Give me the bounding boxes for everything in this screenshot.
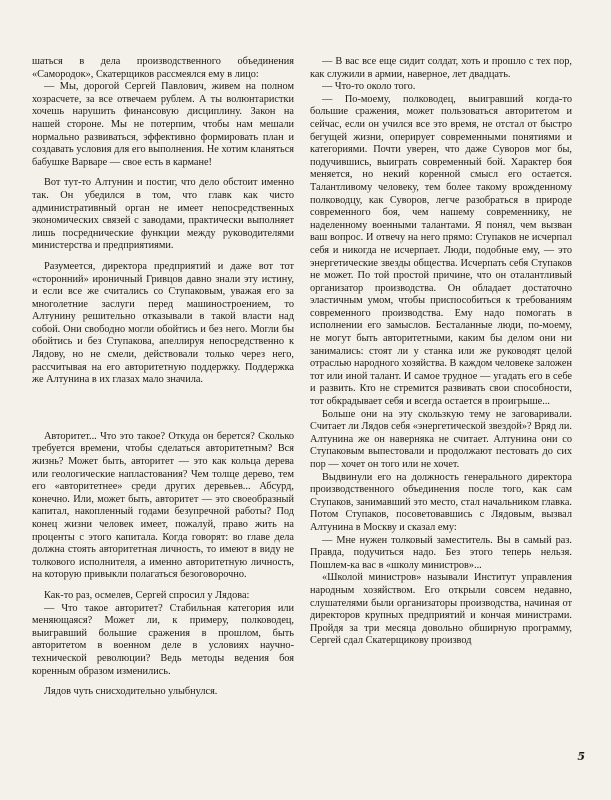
paragraph: Вот тут-то Алтунин и постиг, что дело обстоит именно так. Он убедился в том, что главк как чисто административный орган не имеет непосредственных экономических связей с заводами, практически выполняет лишь посреднические функции между руководителями министерства и предприятиями. — [32, 177, 294, 252]
paragraph: Разумеется, директора предприятий и даже вот тот «сторонний» ироничный Гривцов давно знали эту истину, и если все же считались со Ступаковым, уважая его за многолетние заслуги перед машиностроением, то Алтунину решительно отказывали в такой власти над собой. Они свободно могли обойтись и без него. Могли бы обойтись и без Ступакова, апеллируя непосредственно к Лядову, но не смели, действовали только через него, рассчитывая на его авторитетную поддержку. Поддержка же Алтунина в их глазах мало значила. — [32, 260, 294, 386]
paragraph-spacer — [32, 253, 294, 261]
paragraph-spacer — [32, 169, 294, 177]
paragraph: Лядов чуть снисходительно улыбнулся. — [44, 686, 218, 698]
paragraph: Авторитет... Что это такое? Откуда он берется? Сколько требуется времени, чтобы сделаться авторитетным? Вся жизнь? Может быть, авторитет — это как кольца дерева или геологические напластования? Чем толще дерево, тем его «авторитетнее» среди других деревьев... Абсурд, конечно. Или, может быть, авторитет — это своеобразный капитал, накопленный годами безупречной работы? Под конец жизни человек имеет, пожалуй, право жить на проценты с этого капитала. Когда говорят: во главе дела должна стоять авторитетная личность, то имеют в виду не толкового исполнителя, а именно авторитетную личность, на которую привыкли полагаться безоговорочно. — [32, 430, 294, 581]
paragraph: — Что-то около того. — [322, 81, 416, 93]
paragraph: — Мне нужен толковый заместитель. Вы в самый раз. Правда, подучиться надо. Без этого теперь нельзя. Пошлем-ка вас в «школу министров»... — [310, 534, 572, 571]
page-number: 5 — [577, 750, 585, 763]
paragraph: Больше они на эту скользкую тему не заговаривали. Считает ли Лядов себя «энергетической звездой»? Вряд ли. Алтунина же он наверняка не считает. Алтунина они со Ступаковым выпестовали и продолжают пестовать до сих пор — хочет он того или не хочет. — [310, 408, 572, 470]
paragraph: Как-то раз, осмелев, Сергей спросил у Лядова: — [44, 589, 250, 601]
left-text-column — [32, 56, 294, 699]
paragraph: шаться в дела производственного объединения «Самородок», Скатерщиков рассмеялся ему в лицо: — [32, 56, 294, 80]
paragraph: — Мы, дорогой Сергей Павлович, живем на полном хозрасчете, за все отвечаем рублем. А ты волюнтаристки хочешь нарушить финансовую дисциплину. Закон на нашей стороне. Мы не потерпим, чтобы нам мешали нормально развиваться, эффективно формировать план и создавать условия для его выполнения. Не хотим кланяться бабушке Варваре — свое есть в кармане! — [32, 81, 294, 168]
paragraph-spacer — [32, 582, 294, 590]
right-text-column — [310, 56, 572, 648]
paragraph: — Что такое авторитет? Стабильная категория или меняющаяся? Может ли, к примеру, полководец, выигравший большие сражения в прошлом, быть авторитетом в военном деле в условиях научно-технической революции? Ведь методы ведения боя коренным образом изменились. — [32, 602, 294, 677]
paragraph-spacer — [32, 678, 294, 686]
paragraph: «Школой министров» называли Институт управления народным хозяйством. Его открыли совсем недавно, слушателями были организаторы производства, начиная от директоров крупных предприятий и кончая министрами. Пройдя за три месяца довольно обширную программу, Сергей сдал Скатерщикову производ — [310, 572, 572, 647]
paragraph: — По-моему, полководец, выигравший когда-то большие сражения, может пользоваться авторитетом и сейчас, если он учился все это время, не отстал от быстро бегущей жизни, оперирует современными понятиями и категориями. Почти уверен, что даже Суворов мог бы, подучившись, выиграть современный бой. Характер боя меняется, но некий коренной смысл его остается. Талантливому человеку, тем более такому врожденному полководцу, как Суворов, легче разобраться в природе современного боя, чем нашему современнику, не наделенному военными талантами. Я понял, чем вызван ваш вопрос. И отвечу на него прямо: Ступаков не исчерпал себя и никогда не исчерпает. Люди, подобные ему, — это энергетические звезды общества. Исчерпать себя Ступаков не может. По той простой причине, что он оталантливый организатор производства. Он обладает достаточно эластичным умом, чтобы приспособиться к требованиям современного производства. Ему надо помогать в исполнении его замыслов. Бесталанные люди, по-моему, не могут быть авторитетными, каким бы делом они ни занимались: стоят ли у станка или же руководят целой отраслью народного хозяйства. В каждом человеке заложен тот или иной талант. И самое трудное — угадать его в себе и развить. Кто не стремится развивать свои способности, тот обкрадывает себя и всегда остается в проигрыше... — [310, 93, 572, 408]
paragraph: — В вас все еще сидит солдат, хоть и прошло с тех пор, как служили в армии, наверное, лет двадцать. — [310, 56, 572, 80]
paragraph: Выдвинули его на должность генерального директора производственного объединения после того, как сам Ступаков, занимавший это место, стал начальником главка. Потом Ступаков, посоветовавшись с Лядовым, вызвал Алтунина в Москву и сказал ему: — [310, 471, 572, 533]
section-break — [32, 387, 294, 431]
